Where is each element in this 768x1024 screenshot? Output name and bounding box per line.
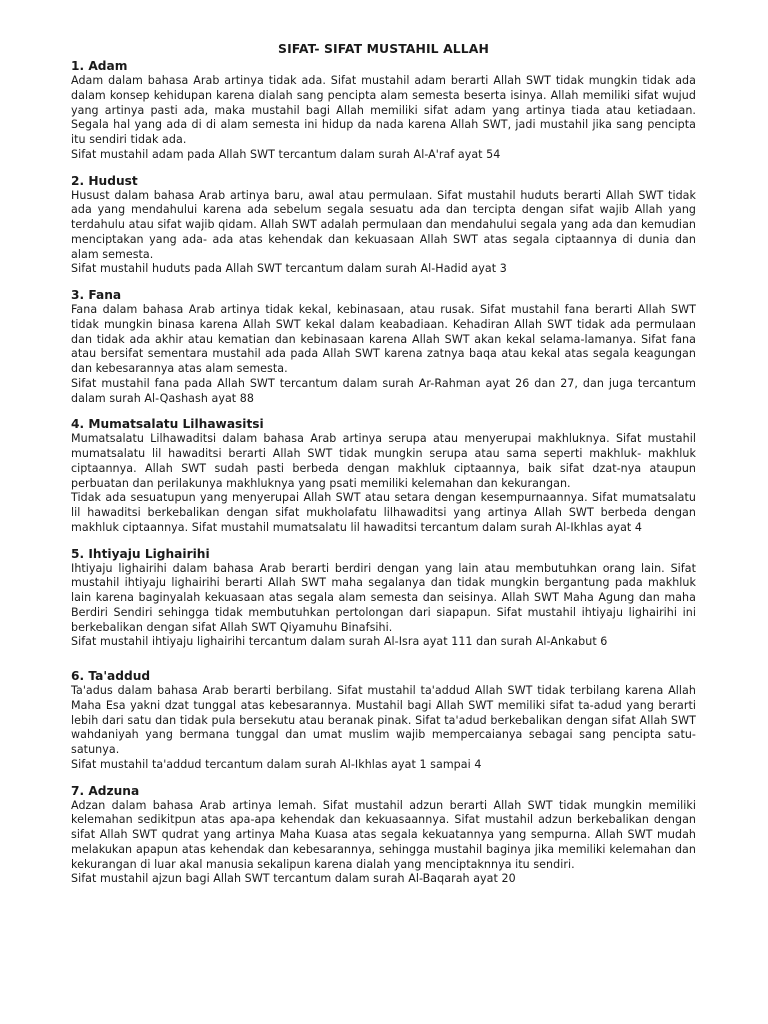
section-reference: Sifat mustahil ajzun bagi Allah SWT tercantum dalam surah Al-Baqarah ayat 20 xyxy=(71,872,516,886)
section-heading: 5. Ihtiyaju Lighairihi xyxy=(71,546,210,561)
section-reference: Sifat mustahil adam pada Allah SWT tercantum dalam surah Al-A'raf ayat 54 xyxy=(71,147,501,161)
section-taaddud xyxy=(71,668,696,773)
section-heading: 4. Mumatsalatu Lilhawasitsi xyxy=(71,417,264,432)
section-paragraph: Adzan dalam bahasa Arab artinya lemah. Sifat mustahil adzun berarti Allah SWT tidak mungkin memiliki kelemahan sedikitpun atas apa-apa kehendak dan kekuasaannya. Sifat mustahil adzun berkebalikan dengan sifat Allah SWT qudrat yang artinya Maha Kuasa atas segala kekuatannya yang sempurna. Allah SWT mudah melakukan apapun atas kehendak dan kebesarannya, sehingga mustahil baginya jika memiliki kelemahan dan kekurangan di luar akal manusia sekalipun karena dialah yang menciptaknnya itu sendiri. xyxy=(71,798,696,871)
section-heading: 2. Hudust xyxy=(71,173,138,188)
section-heading: 3. Fana xyxy=(71,288,122,302)
section-paragraph: Ihtiyaju lighairihi dalam bahasa Arab berarti berdiri dengan yang lain atau membutuhkan orang lain. Sifat mustahil ihtiyaju lighairihi berarti Allah SWT maha segalanya dan tidak mungkin bergantung pada makhluk lain karena baginyalah kekuasaan atas segala alam semesta dan seisinya. Allah SWT Maha Agung dan maha Berdiri Sendiri sehingga tidak membutuhkan pertolongan dari siapapun. Sifat mustahil ihtiyaju lighairihi ini berkebalikan dengan sifat Allah SWT Qiyamuhu Binafsihi. xyxy=(71,561,696,634)
section-reference: Sifat mustahil fana pada Allah SWT tercantum dalam surah Ar-Rahman ayat 26 dan 27, dan juga tercantum dalam surah Al-Qashash ayat 88 xyxy=(71,376,696,405)
document-title: SIFAT- SIFAT MUSTAHIL ALLAH xyxy=(278,41,489,56)
section-reference: Sifat mustahil ihtiyaju lighairihi tercantum dalam surah Al-Isra ayat 111 dan surah Al-Ankabut 6 xyxy=(71,635,608,649)
section-mumatsalatu-lilhawasitsi xyxy=(71,416,696,535)
section-paragraph: Mumatsalatu Lilhawaditsi dalam bahasa Arab artinya serupa atau menyerupai makhluknya. Sifat mustahil mumatsalatu lil hawaditsi berarti Allah SWT tidak mungkin serupa atau sama seperti makhluk- makhluk ciptaannya. Allah SWT sudah pasti berbeda dengan makhluk ciptaannya, baik sifat dzat-nya ataupun perbuatan dan perilakunya makhluknya yang psati memiliki kelemahan dan kekurangan. xyxy=(71,432,696,490)
section-paragraph: Husust dalam bahasa Arab artinya baru, awal atau permulaan. Sifat mustahil huduts berarti Allah SWT tidak ada yang mendahului karena ada sebelum segala sesuatu ada dan tercipta dengan sifat wajib Allah yang terdahulu atau sifat wajib qidam. Allah SWT adalah permulaan dan mendahului segala yang ada dan kemudian menciptakan yang ada- ada atas kehendak dan kekuasaan Allah SWT atas segala ciptaannya di dunia dan alam semesta. xyxy=(71,188,696,261)
section-paragraph: Ta'adus dalam bahasa Arab berarti berbilang. Sifat mustahil ta'addud Allah SWT tidak terbilang karena Allah Maha Esa yakni dzat tunggal atas kebesarannya. Mustahil bagi Allah SWT memiliki sifat ta-adud yang berarti lebih dari satu dan tidak pula bersekutu atau beranak pinak. Sifat ta'adud berkebalikan dengan sifat Allah SWT wahdaniyah yang bermana tunggal dan umat muslim wajib mempercaianya sebagai sang pencipta satu- satunya. xyxy=(71,684,696,756)
section-reference: Sifat mustahil ta'addud tercantum dalam surah Al-Ikhlas ayat 1 sampai 4 xyxy=(71,757,482,771)
section-paragraph: Tidak ada sesuatupun yang menyerupai Allah SWT atau setara dengan kesempurnaannya. Sifat mumatsalatu lil hawaditsi berkebalikan dengan sifat mukholafatu lilhawaditsi yang artinya Allah SWT berbeda dengan makhluk ciptaannya. Sifat mustahil mumatsalatu lil hawaditsi tercantum dalam surah Al-Ikhlas ayat 4 xyxy=(71,491,696,534)
section-hudust xyxy=(71,173,696,278)
section-heading: 6. Ta'addud xyxy=(71,669,151,683)
section-ihtiyaju-lighairihi xyxy=(71,546,696,651)
section-heading: 1. Adam xyxy=(71,59,128,73)
section-adzuna xyxy=(71,783,696,888)
section-paragraph: Fana dalam bahasa Arab artinya tidak kekal, kebinasaan, atau rusak. Sifat mustahil fana berarti Allah SWT tidak mungkin binasa karena Allah SWT kekal dalam keabadiaan. Kehadiran Allah SWT tidak ada permulaan dan tidak ada akhir atau kematian dan kebinasaan karena Allah SWT akan kekal selama-lamanya. Sifat fana atau bersifat sementara mustahil ada pada Allah SWT karena zatnya baqa atau kekal atas segala keagungan dan kebesarannya atas alam semesta. xyxy=(71,303,696,375)
section-paragraph: Adam dalam bahasa Arab artinya tidak ada. Sifat mustahil adam berarti Allah SWT tidak mungkin tidak ada dalam konsep kehidupan karena dialah sang pencipta alam semesta beserta isinya. Allah memiliki sifat wujud yang artinya pasti ada, maka mustahil bagi Allah memiliki sifat adam yang artinya tiada atau ketiadaan. Segala hal yang ada di di alam semesta ini hidup da nada karena Allah SWT, jadi mustahil jika sang pencipta itu sendiri tidak ada. xyxy=(71,74,696,146)
section-fana xyxy=(71,287,696,406)
section-reference: Sifat mustahil huduts pada Allah SWT tercantum dalam surah Al-Hadid ayat 3 xyxy=(71,262,507,276)
section-heading: 7. Adzuna xyxy=(71,783,140,798)
section-adam xyxy=(71,58,696,163)
